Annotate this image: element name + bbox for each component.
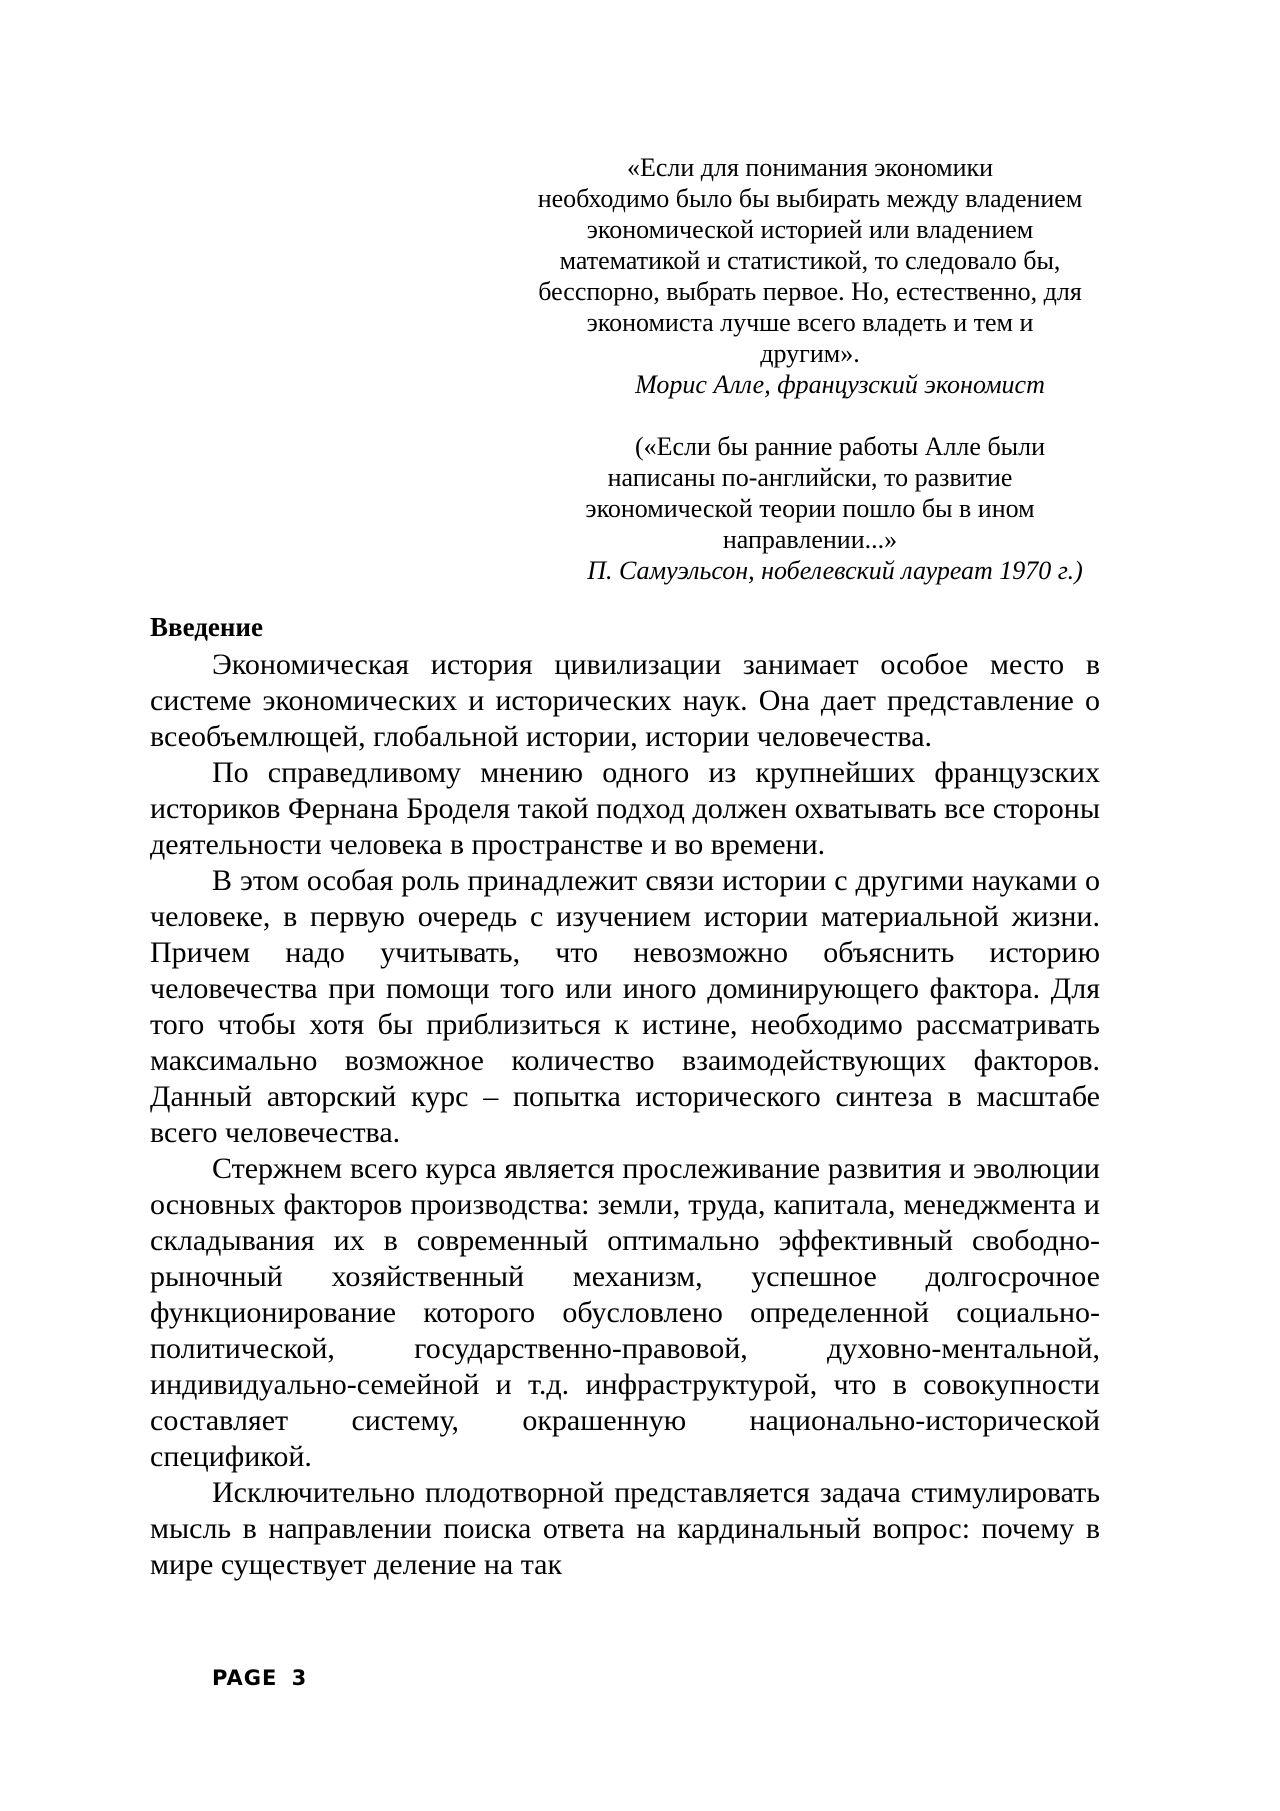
epigraph-quote-line: экономиста лучше всего владеть и тем и (586, 308, 1034, 337)
epigraph (490, 152, 1130, 586)
epigraph-quote-line: экономической теории пошло бы в ином (585, 494, 1035, 523)
paragraph: Экономическая история цивилизации занимает особое место в системе экономических и исторических наук. Она дает представление о всеобъемлющей, глобальной истории, истории человечества. (150, 648, 1100, 753)
page-number: 3 (291, 1666, 308, 1690)
epigraph-attribution-samuelson: П. Самуэльсон, нобелевский лауреат 1970 г.) (587, 556, 1083, 585)
paragraph: По справедливому мнению одного из крупнейших французских историков Фернана Броделя такой подход должен охватывать все стороны деятельности человека в пространстве и во времени. (150, 756, 1100, 861)
main-text (150, 609, 1100, 1583)
epigraph-quote-line: направлении...» (722, 525, 898, 554)
paragraph: Стержнем всего курса является прослеживание развития и эволюции основных факторов производства: земли, труда, капитала, менеджмента и складывания их в современный оптимально эффективный свободно-рыночный хозяйственный механизм, успешное долгосрочное функционирование которого обусловлено определенной социально-политической, государственно-правовой, духовно-ментальной, индивидуально-семейной и т.д. инфраструктурой, что в совокупности составляет систему, окрашенную национально-исторической спецификой. (150, 1152, 1100, 1473)
epigraph-quote-line: бесспорно, выбрать первое. Но, естественно, для (538, 277, 1082, 306)
epigraph-quote-line: математикой и статистикой, то следовало бы, (559, 246, 1061, 275)
epigraph-attribution-allais: Морис Алле, французский экономист (635, 370, 1045, 399)
epigraph-quote-line: написаны по-английски, то развитие (607, 463, 1013, 492)
paragraph: Исключительно плодотворной представляется задача стимулировать мысль в направлении поиска ответа на кардинальный вопрос: почему в мире существует деление на так (150, 1476, 1100, 1581)
epigraph-quote-line: «Если для понимания экономики (626, 153, 994, 182)
page-label: PAGE (212, 1666, 278, 1690)
epigraph-quote-line: экономической историей или владением (586, 215, 1034, 244)
paragraph: В этом особая роль принадлежит связи истории с другими науками о человеке, в первую очередь с изучением истории материальной жизни. Причем надо учитывать, что невозможно объяснить историю человечества при помощи того или иного доминирующего фактора. Для того чтобы хотя бы приблизиться к истине, необходимо рассматривать максимально возможное количество взаимодействующих факторов. Данный авторский курс – попытка исторического синтеза в масштабе всего человечества. (150, 864, 1100, 1149)
epigraph-quote-line: необходимо было бы выбирать между владением (537, 184, 1083, 213)
epigraph-quote-line: («Если бы ранние работы Алле были (634, 432, 1046, 461)
epigraph-quote-line: другим». (760, 339, 860, 368)
section-heading: Введение (150, 612, 263, 642)
page-footer (212, 1666, 307, 1690)
